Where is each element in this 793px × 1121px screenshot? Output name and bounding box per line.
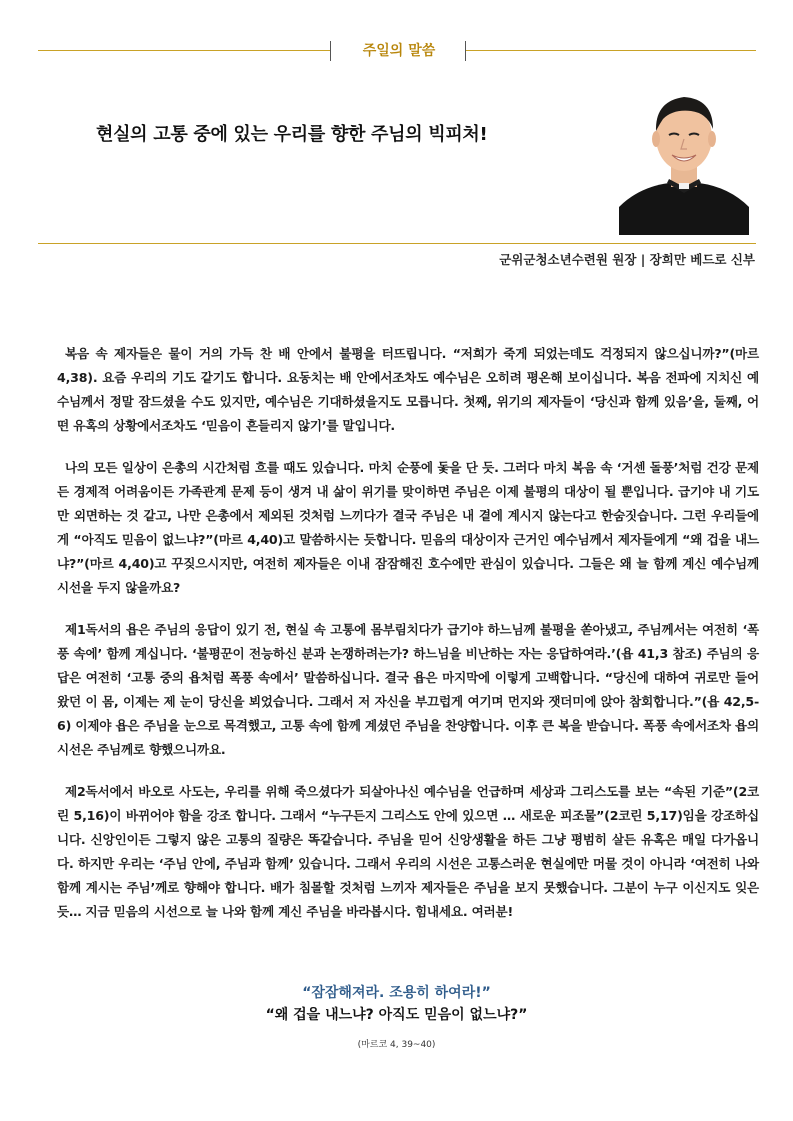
label-divider-left (330, 41, 331, 61)
paragraph: 제2독서에서 바오로 사도는, 우리를 위해 죽으셨다가 되살아나신 예수님을 언급하며 세상과 그리스도를 보는 “속된 기준”(2코린 5,16)이 바뀌어야 함을 강조 합니다. 그래서 “누구든지 그리스도 안에 있으면 … 새로운 피조물”(2코린 5,17)임을 강조하십니다. 신앙인이든 그렇지 않은 고통의 질량은 똑같습니다. 주님을 믿어 신앙생활을 하든 그냥 평범히 살든 유혹은 매일 다가옵니다. 하지만 우리는 ‘주님 안에, 주님과 함께’ 있습니다. 그래서 우리의 시선은 고통스러운 현실에만 머물 것이 아니라 ‘여전히 나와 함께 계시는 주님’께로 향해야 합니다. 배가 침몰할 것처럼 느끼자 제자들은 주님을 보지 못했습니다. 그분이 누구 이신지도 잊은 듯… 지금 믿음의 시선으로 늘 나와 함께 계신 주님을 바라봅시다. 힘내세요. 여러분! (57, 784, 759, 919)
section-label: 주일의 말씀 (362, 43, 436, 59)
closing-reference: (마르코 4, 39~40) (357, 1040, 436, 1050)
paragraph: 제1독서의 욥은 주님의 응답이 있기 전, 현실 속 고통에 몸부림치다가 급기야 하느님께 불평을 쏟아냈고, 주님께서는 여전히 ‘폭풍 속에’ 함께 계십니다. ‘불평꾼이 전능하신 분과 논쟁하려는가? 하느님을 비난하는 자는 응답하여라.’(욥 41,3 참조) 주님의 응답은 여전히 ‘고통 중의 욥처럼 폭풍 속에서’ 말씀하십니다. 결국 욥은 마지막에 이렇게 고백합니다. “당신에 대하여 귀로만 들어 왔던 이 몸, 이제는 제 눈이 당신을 뵈었습니다. 그래서 저 자신을 부끄럽게 여기며 먼지와 잿더미에 앉아 참회합니다.”(욥 42,5-6) 이제야 욥은 주님을 눈으로 목격했고, 고통 속에 함께 계셨던 주님을 찬양합니다. 이후 큰 복을 받습니다. 폭풍 속에서조차 욥의 시선은 주님께로 향했으니까요. (57, 622, 759, 757)
author-byline: 군위군청소년수련원 원장 | 장희만 베드로 신부 (499, 252, 755, 267)
paragraph: 복음 속 제자들은 물이 거의 가득 찬 배 안에서 불평을 터뜨립니다. “저희가 죽게 되었는데도 걱정되지 않으십니까?”(마르 4,38). 요즘 우리의 기도 같기도 합니다. 요동치는 배 안에서조차도 예수님은 오히려 평온해 보이십니다. 복음 전파에 지치신 예수님께서 정말 잠드셨을 수도 있지만, 예수님은 기대하셨을지도 모릅니다. 첫째, 위기의 제자들이 ‘당신과 함께 있음’을, 둘째, 어떤 유혹의 상황에서조차도 ‘믿음이 흔들리지 않기’를 말입니다. (57, 346, 759, 433)
priest-portrait-icon (619, 79, 749, 235)
closing-quote-2: “왜 겁을 내느냐? 아직도 믿음이 없느냐?” (265, 1007, 528, 1023)
paragraph: 나의 모든 일상이 은총의 시간처럼 흐를 때도 있습니다. 마치 순풍에 돛을 단 듯. 그러다 마치 복음 속 ‘거센 돌풍’처럼 건강 문제든 경제적 어려움이든 가족관계 문제 등이 생겨 내 삶이 위기를 맞이하면 주님은 이제 불평의 대상이 될 뿐입니다. 급기야 내 기도만 외면하는 것 같고, 나만 은총에서 제외된 것처럼 느끼다가 결국 주님은 내 곁에 계시지 않는다고 한숨짓습니다. 그런 우리들에게 “아직도 믿음이 없느냐?”(마르 4,40)고 말씀하시는 듯합니다. 믿음의 대상이자 근거인 예수님께서 제자들에게 “왜 겁을 내느냐?”(마르 4,40)고 꾸짖으시지만, 여전히 제자들은 이내 잠잠해진 호수에만 관심이 있습니다. 그들은 왜 늘 함께 계신 예수님께 시선을 두지 않을까요? (57, 460, 759, 595)
article-body (57, 342, 759, 942)
author-rule (38, 243, 756, 244)
header-rule-right (466, 50, 756, 51)
closing-quote-1: “잠잠해져라. 조용히 하여라!” (302, 985, 491, 1001)
label-divider-right (465, 41, 466, 61)
author-photo (619, 79, 749, 235)
header-rule-left (38, 50, 330, 51)
page-title: 현실의 고통 중에 있는 우리를 향한 주님의 빅피처! (96, 124, 488, 145)
